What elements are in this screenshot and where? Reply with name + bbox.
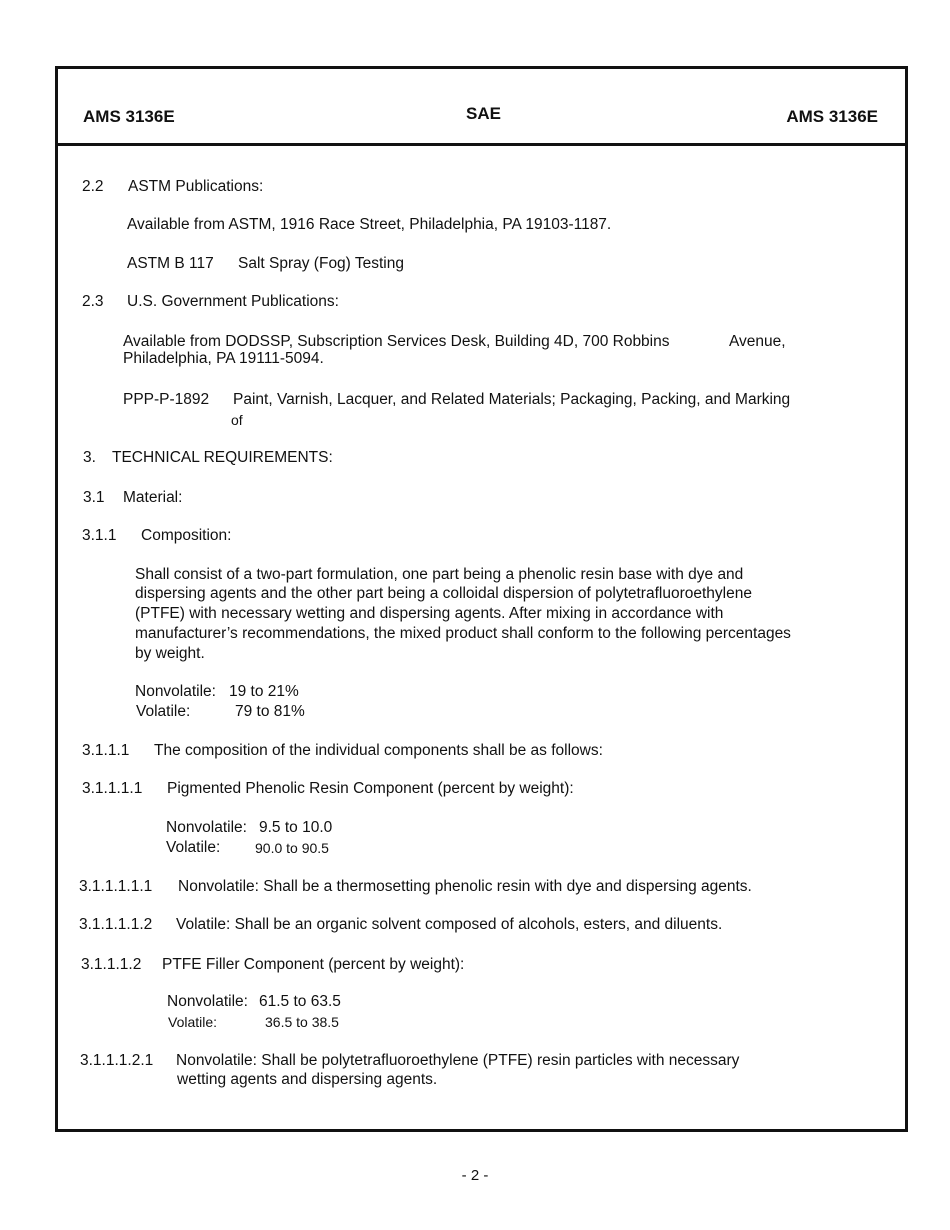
paragraph-line: manufacturer’s recommendations, the mixed product shall conform to the following percentages <box>135 625 791 642</box>
section-number: 3.1.1 <box>82 527 117 544</box>
section-title: Composition: <box>141 527 232 544</box>
section-number: 3.1.1.1.2 <box>81 956 142 973</box>
paragraph-line: dispersing agents and the other part being a colloidal dispersion of polytetrafluoroethylene <box>135 585 752 602</box>
reference-title: Salt Spray (Fog) Testing <box>238 255 404 272</box>
volatile-label: Volatile: <box>136 703 191 720</box>
section-number: 3.1.1.1 <box>82 742 130 759</box>
section-title: Pigmented Phenolic Resin Component (percent by weight): <box>167 780 574 797</box>
volatile-label: Volatile: <box>168 1014 218 1030</box>
section-text: Volatile: Shall be an organic solvent composed of alcohols, esters, and diluents. <box>176 916 723 933</box>
nonvolatile-value: 19 to 21% <box>229 683 299 700</box>
reference-title-continuation: of <box>231 412 243 428</box>
header-divider <box>55 143 908 146</box>
volatile-label: Volatile: <box>166 839 221 856</box>
section-text: Nonvolatile: Shall be polytetrafluoroethylene (PTFE) resin particles with necessary <box>176 1052 740 1069</box>
nonvolatile-label: Nonvolatile: <box>166 819 247 836</box>
section-number: 3.1.1.1.1.2 <box>79 916 153 933</box>
volatile-value: 79 to 81% <box>235 703 305 720</box>
volatile-value: 90.0 to 90.5 <box>255 840 329 856</box>
availability-text-end: Avenue, <box>729 333 786 350</box>
paragraph-line: Shall consist of a two-part formulation, one part being a phenolic resin base with dye and <box>135 566 744 583</box>
section-number: 2.2 <box>82 178 104 195</box>
section-number: 3.1.1.1.1 <box>82 780 143 797</box>
section-number: 2.3 <box>82 293 104 310</box>
section-number: 3.1 <box>83 489 105 506</box>
paragraph-line: (PTFE) with necessary wetting and dispersing agents. After mixing in accordance with <box>135 605 724 622</box>
section-title: TECHNICAL REQUIREMENTS: <box>112 449 333 466</box>
availability-text: Available from ASTM, 1916 Race Street, Philadelphia, PA 19103-1187. <box>127 216 612 233</box>
availability-text: Philadelphia, PA 19111-5094. <box>123 350 324 367</box>
nonvolatile-label: Nonvolatile: <box>167 993 248 1010</box>
header-org: SAE <box>466 104 501 123</box>
section-text: Nonvolatile: Shall be a thermosetting phenolic resin with dye and dispersing agents. <box>178 878 752 895</box>
header-doc-number-left: AMS 3136E <box>83 107 175 126</box>
paragraph-line: by weight. <box>135 645 205 662</box>
volatile-value: 36.5 to 38.5 <box>265 1014 339 1030</box>
reference-code: PPP-P-1892 <box>123 391 210 408</box>
section-title: Material: <box>123 489 183 506</box>
nonvolatile-label: Nonvolatile: <box>135 683 216 700</box>
section-title: PTFE Filler Component (percent by weight): <box>162 956 465 973</box>
nonvolatile-value: 9.5 to 10.0 <box>259 819 333 836</box>
section-number: 3.1.1.1.1.1 <box>79 878 153 895</box>
reference-code: ASTM B 117 <box>127 255 214 272</box>
header-doc-number-right: AMS 3136E <box>786 107 878 126</box>
availability-text: Available from DODSSP, Subscription Services Desk, Building 4D, 700 Robbins <box>123 333 670 350</box>
section-number: 3. <box>83 449 96 466</box>
section-title: U.S. Government Publications: <box>127 293 339 310</box>
section-number: 3.1.1.1.2.1 <box>80 1052 154 1069</box>
section-text: The composition of the individual components shall be as follows: <box>154 742 603 759</box>
page-number: - 2 - <box>461 1167 489 1184</box>
section-title: ASTM Publications: <box>128 178 264 195</box>
reference-title: Paint, Varnish, Lacquer, and Related Materials; Packaging, Packing, and Marking <box>233 391 791 408</box>
section-text: wetting agents and dispersing agents. <box>177 1071 438 1088</box>
nonvolatile-value: 61.5 to 63.5 <box>259 993 341 1010</box>
